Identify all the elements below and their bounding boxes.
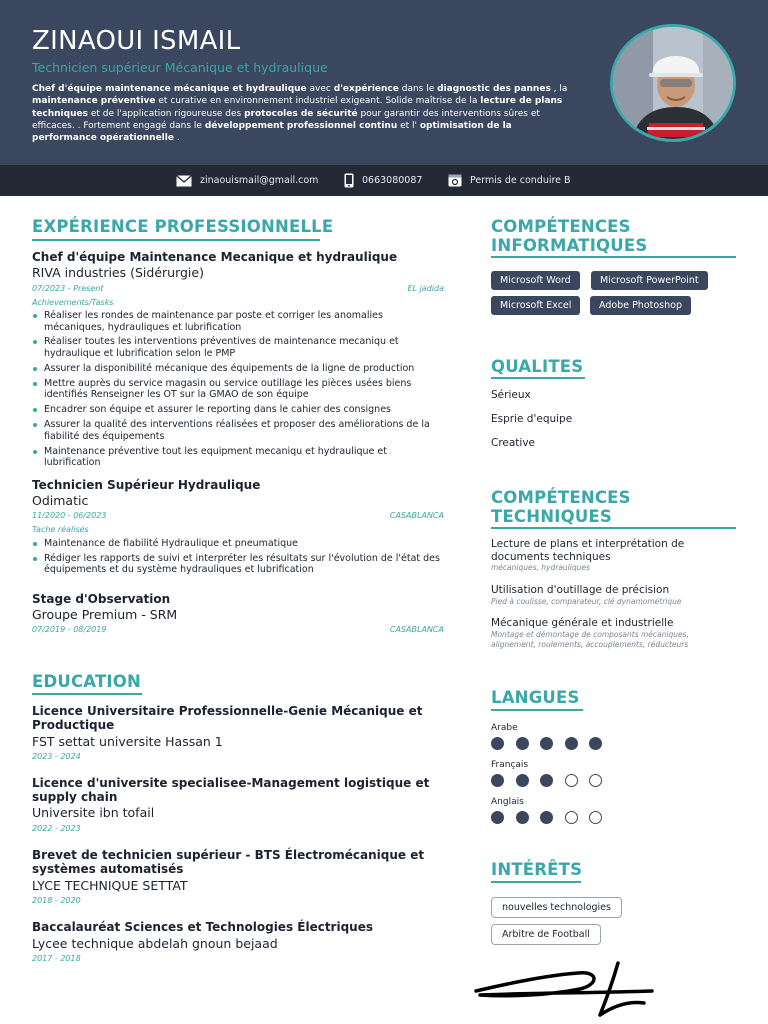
summary-run: dans le: [398, 84, 438, 94]
section-divider: [491, 709, 583, 711]
education-dates: 2023 - 2024: [32, 752, 81, 761]
summary-run: pour garantir des interventions sûres et efficaces. . Fortement engagé dans le: [32, 108, 540, 131]
job-location: CASABLANCA: [389, 625, 444, 634]
level-dot-filled: [491, 811, 504, 824]
email-text: zinaouismail@gmail.com: [200, 175, 319, 186]
level-dot-empty: [589, 811, 602, 824]
title-line: TECHNIQUES: [491, 507, 612, 526]
degree-title: Brevet de technicien supérieur - BTS Électromécanique et systèmes automatisés: [32, 848, 425, 876]
qualities-section-title: QUALITES: [491, 357, 584, 376]
it-skill-tag: Adobe Photoshop: [590, 296, 691, 315]
level-dot-filled: [540, 774, 553, 787]
tech-skill-detail: Montage et démontage de composants mécaniques, alignement, roulements, accouplements, réducteurs: [491, 630, 689, 649]
task-item: Réaliser les rondes de maintenance par poste et corriger les anomalies mécaniques, hydrauliques et lubrification: [32, 310, 444, 333]
school-name: LYCE TECHNIQUE SETTAT: [32, 878, 188, 893]
candidate-name: ZINAOUI ISMAIL: [32, 26, 241, 56]
degree-title: Licence d'universite specialisee-Management logistique et supply chain: [32, 776, 430, 804]
level-dot-filled: [491, 774, 504, 787]
it-skill-tag: Microsoft PowerPoint: [591, 271, 708, 290]
section-divider: [491, 881, 581, 883]
summary-run: , la: [550, 84, 568, 94]
language-name: Arabe: [491, 723, 518, 733]
task-item: Encadrer son équipe et assurer le reporting dans le cahier des consignes: [32, 404, 444, 416]
level-dot-filled: [516, 811, 529, 824]
section-divider: [491, 527, 736, 529]
job-title: Chef d'équipe Maintenance Mecanique et hydraulique: [32, 250, 398, 264]
quality-item: Esprie d'equipe: [491, 413, 573, 425]
degree-title: Baccalauréat Sciences et Technologies Électriques: [32, 920, 374, 934]
level-dot-filled: [565, 737, 578, 750]
summary-run: maintenance préventive: [32, 96, 156, 107]
task-item: Assurer la qualité des interventions réalisées et proposer des améliorations de la fiabilité des équipements: [32, 419, 444, 442]
task-item: Réaliser toutes les interventions préventives de maintenance mecaniqu et hydraulique et lubrification selon le PMP: [32, 336, 444, 359]
email-icon: [176, 175, 192, 187]
profile-photo: [610, 24, 736, 142]
job-subtitle: Technicien supérieur Mécanique et hydraulique: [32, 60, 328, 75]
contact-email[interactable]: [176, 165, 318, 196]
title-line: COMPÉTENCES: [491, 217, 631, 236]
language-level: [491, 811, 614, 824]
section-divider: [32, 693, 142, 695]
section-divider: [32, 239, 320, 241]
summary-run: Chef d'équipe maintenance mécanique et hydraulique: [32, 84, 307, 94]
job-location: EL jadida: [407, 284, 444, 293]
summary-run: optimisation de la performance opérationnelle: [32, 120, 512, 144]
tech-skill-detail: mécaniques, hydrauliques: [491, 563, 590, 572]
tech-skill-name: Lecture de plans et interprétation de documents techniques: [491, 538, 685, 563]
contact-phone[interactable]: [344, 165, 422, 196]
title-line: COMPÉTENCES: [491, 488, 631, 507]
level-dot-empty: [589, 774, 602, 787]
level-dot-filled: [540, 737, 553, 750]
language-level: [491, 774, 614, 787]
task-list: [32, 310, 444, 472]
language-name: Anglais: [491, 797, 524, 807]
school-name: Universite ibn tofail: [32, 805, 155, 820]
quality-item: Creative: [491, 437, 536, 449]
it-skills-section-title: [491, 217, 647, 255]
tech-skill-name: Mécanique générale et industrielle: [491, 617, 674, 629]
tasks-label: Achievements/Tasks: [32, 298, 114, 307]
section-divider: [491, 377, 585, 379]
education-dates: 2022 - 2023: [32, 824, 81, 833]
interests-section-title: INTÉRÊTS: [491, 860, 583, 879]
signature-drawing: [470, 955, 670, 1024]
summary-run: .: [173, 133, 180, 144]
experience-section-title: EXPÉRIENCE PROFESSIONNELLE: [32, 217, 334, 236]
phone-icon: [344, 173, 354, 188]
summary-run: lecture de plans techniques: [32, 96, 563, 119]
summary-run: développement professionnel continu: [204, 120, 398, 131]
task-item: Maintenance de fiabilité Hydraulique et pneumatique: [32, 538, 444, 550]
contact-license: [448, 165, 571, 196]
title-line: INFORMATIQUES: [491, 236, 648, 255]
interest-tag: Arbitre de Football: [491, 924, 601, 945]
task-list: [32, 538, 444, 579]
language-level: [491, 737, 614, 750]
profile-summary: [32, 83, 572, 144]
task-item: Rédiger les rapports de suivi et interpréter les résultats sur l'évolution de l'état des équipements et du système hydrauliques et lubrification: [32, 553, 444, 576]
job-dates: 11/2020 - 06/2023: [32, 511, 107, 520]
it-skill-tag: Microsoft Excel: [491, 296, 580, 315]
degree-title: Licence Universitaire Professionnelle-Genie Mécanique et Productique: [32, 704, 423, 732]
level-dot-filled: [589, 737, 602, 750]
languages-section-title: LANGUES: [491, 688, 580, 707]
section-divider: [491, 256, 736, 258]
job-title: Stage d'Observation: [32, 592, 171, 606]
task-item: Maintenance préventive tout les equipment mecaniqu et hydraulique et lubrification: [32, 446, 444, 469]
task-item: Assurer la disponibilité mécanique des équipements de la ligne de production: [32, 363, 444, 375]
language-name: Français: [491, 760, 529, 770]
license-text: Permis de conduire B: [470, 175, 571, 186]
summary-run: diagnostic des pannes: [437, 84, 551, 94]
level-dot-empty: [565, 774, 578, 787]
level-dot-filled: [540, 811, 553, 824]
tech-skill-detail: Pied à coulisse, comparateur, clé dynamométrique: [491, 597, 682, 606]
education-section-title: EDUCATION: [32, 672, 141, 691]
it-skill-tag: Microsoft Word: [491, 271, 580, 290]
summary-run: et curative en environnement industriel exigeant. Solide maîtrise de la: [155, 96, 481, 107]
job-location: CASABLANCA: [389, 511, 444, 520]
education-dates: 2017 - 2018: [32, 954, 81, 963]
driving-license-icon: [448, 174, 462, 187]
task-item: Mettre auprès du service magasin ou service outillage les pièces usées biens identifiés Renseigner les OT sur la GMAO de son équipe: [32, 378, 444, 401]
level-dot-empty: [565, 811, 578, 824]
job-company: Groupe Premium - SRM: [32, 607, 178, 622]
level-dot-filled: [516, 737, 529, 750]
job-company: RIVA industries (Sidérurgie): [32, 265, 204, 280]
summary-run: protocoles de sécurité: [244, 108, 358, 119]
level-dot-filled: [516, 774, 529, 787]
summary-run: avec: [306, 84, 334, 94]
job-company: Odimatic: [32, 493, 89, 508]
header: [0, 0, 768, 165]
job-title: Technicien Supérieur Hydraulique: [32, 478, 261, 492]
summary-run: et l': [397, 120, 420, 131]
tech-skill-name: Utilisation d'outillage de précision: [491, 584, 670, 596]
school-name: FST settat universite Hassan 1: [32, 734, 223, 749]
level-dot-filled: [491, 737, 504, 750]
job-dates: 07/2023 - Present: [32, 284, 104, 293]
phone-text: 0663080087: [362, 175, 423, 186]
tasks-label: Tache réalisés: [32, 525, 89, 534]
summary-run: et de l'application rigoureuse des: [87, 108, 245, 119]
tech-skills-section-title: [491, 488, 631, 526]
quality-item: Sérieux: [491, 389, 531, 401]
summary-run: d'expérience: [333, 84, 399, 94]
school-name: Lycee technique abdelah gnoun bejaad: [32, 936, 278, 951]
education-dates: 2018 - 2020: [32, 896, 81, 905]
interest-tag: nouvelles technologies: [491, 897, 622, 918]
job-dates: 07/2019 - 08/2019: [32, 625, 107, 634]
contact-bar: [0, 165, 768, 196]
